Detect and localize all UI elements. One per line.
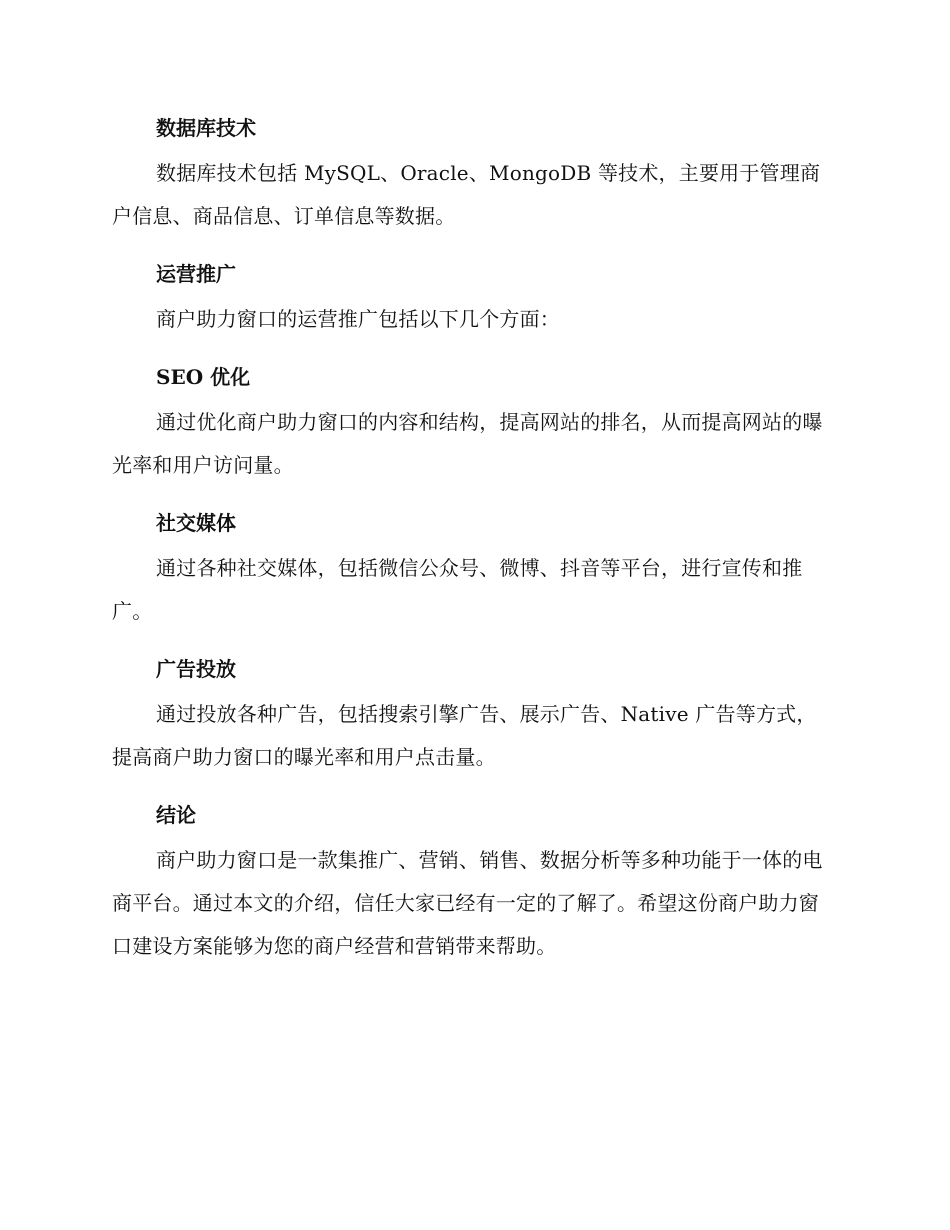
section-heading-advertising: 广告投放 [156,657,236,681]
section-heading-operations: 运营推广 [156,262,236,286]
section-paragraph-operations: 商户助力窗口的运营推广包括以下几个方面： [156,307,560,331]
document-body [112,110,832,968]
section-heading-seo: SEO 优化 [156,365,251,389]
section-heading-social-media: 社交媒体 [156,511,236,535]
section-paragraph-advertising: 通过投放各种广告，包括搜索引擎广告、展示广告、Native 广告等方式，提高商户助力窗口的曝光率和用户点击量。 [112,702,817,769]
section-paragraph-seo: 通过优化商户助力窗口的内容和结构，提高网站的排名，从而提高网站的曝光率和用户访问量。 [112,410,823,477]
section-paragraph-database: 数据库技术包括 MySQL、Oracle、MongoDB 等技术，主要用于管理商户信息、商品信息、订单信息等数据。 [112,161,821,228]
section-heading-conclusion: 结论 [156,803,196,827]
section-heading-database: 数据库技术 [156,116,256,140]
section-paragraph-social-media: 通过各种社交媒体，包括微信公众号、微博、抖音等平台，进行宣传和推广。 [112,556,803,623]
section-paragraph-conclusion: 商户助力窗口是一款集推广、营销、销售、数据分析等多种功能于一体的电商平台。通过本文的介绍，信任大家已经有一定的了解了。希望这份商户助力窗口建设方案能够为您的商户经营和营销带来帮助。 [112,848,823,958]
